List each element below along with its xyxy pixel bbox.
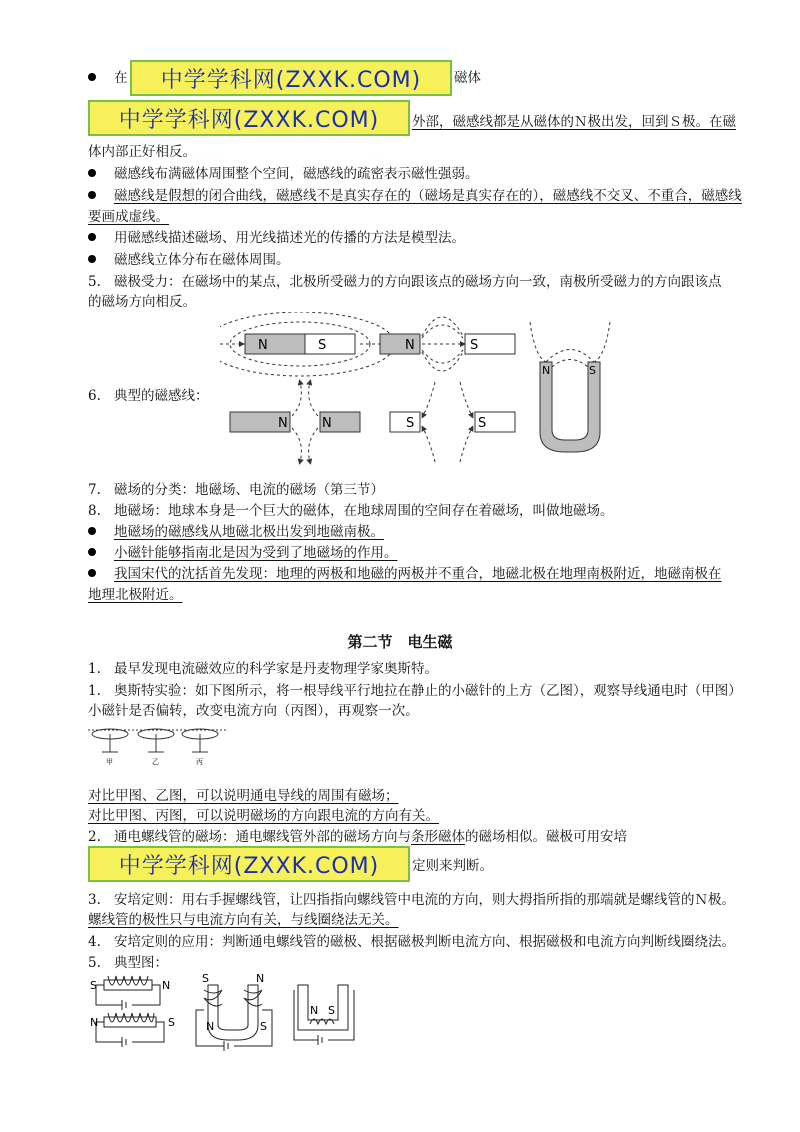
magnetic-field-lines-figure <box>220 312 640 474</box>
text-segment: 的磁场相似。磁极可用安培 <box>465 829 627 845</box>
text-line: 对比甲图、乙图，可以说明通电导线的周围有磁场； <box>88 788 399 804</box>
text-line: 地磁场：地球本身是一个巨大的磁体，在地球周围的空间存在着磁场，叫做地磁场。 <box>114 503 614 519</box>
solenoid-figures <box>88 970 428 1052</box>
item-number: 7. <box>88 482 101 498</box>
u-magnet-figure <box>530 322 610 452</box>
pole-label: S <box>168 1016 175 1029</box>
attracting-magnets-figure <box>380 317 515 371</box>
watermark-banner: 中学学科网(ZXXK.COM) <box>130 60 452 96</box>
text-line: 磁感线立体分布在磁体周围。 <box>114 252 290 268</box>
bullet <box>88 569 96 577</box>
text-line: 磁极受力：在磁场中的某点，北极所受磁力的方向跟该点的磁场方向一致，南极所受磁力的方向跟该点 <box>114 274 722 290</box>
text-line: 典型图： <box>114 955 168 971</box>
pole-label: S <box>202 972 209 985</box>
item-number: 3. <box>88 892 101 908</box>
item-number: 1. <box>88 683 101 699</box>
pole-label: N <box>278 416 288 431</box>
text-line: 用磁感线描述磁场、用光线描述光的传播的方法是模型法。 <box>114 230 465 246</box>
text-line: 要画成虚线。 <box>88 209 169 225</box>
bullet <box>88 191 96 199</box>
text-line: 小磁针是否偏转，改变电流方向（丙图），再观察一次。 <box>88 703 419 719</box>
item-number: 6. <box>88 388 101 404</box>
text-line: 小磁针能够指南北是因为受到了地磁场的作用。 <box>114 545 398 561</box>
text-line: 体内部正好相反。 <box>88 144 196 160</box>
pole-label: N <box>258 338 268 353</box>
bullet <box>88 233 96 241</box>
text-segment: 条形磁体 <box>411 829 465 845</box>
repelling-nn-figure <box>230 382 360 462</box>
pole-label: N <box>542 364 551 377</box>
text-line: 磁感线布满磁体周围整个空间，磁感线的疏密表示磁性强弱。 <box>114 166 479 182</box>
text-line: 磁感线是假想的闭合曲线，磁感线不是真实存在的（磁场是真实存在的），磁感线不交叉、不重合，磁感线 <box>114 188 742 204</box>
bullet <box>88 548 96 556</box>
bar-magnet-figure <box>220 312 395 376</box>
text-line <box>114 827 627 847</box>
pole-label: N <box>310 1004 319 1017</box>
text-line: 典型的磁感线： <box>114 388 209 404</box>
pole-label: N <box>405 338 415 353</box>
item-number: 1. <box>88 661 101 677</box>
text-line: 的磁场方向相反。 <box>88 294 196 310</box>
text-line: 在 <box>114 70 128 86</box>
text-line: 安培定则：用右手握螺线管，让四指指向螺线管中电流的方向，则大拇指所指的那端就是螺线管的Ｎ极。 <box>114 892 735 908</box>
item-number: 4. <box>88 934 101 950</box>
pole-label: N <box>162 979 171 992</box>
oersted-experiment-figure <box>88 722 228 768</box>
pole-label: S <box>406 416 415 431</box>
text-line: 定则来判断。 <box>412 858 493 874</box>
pole-label: N <box>256 972 265 985</box>
pole-label: N <box>90 1016 99 1029</box>
pole-label: S <box>328 1004 335 1017</box>
item-number: 2. <box>88 829 101 845</box>
text-line: 奥斯特实验：如下图所示，将一根导线平行地拉在静止的小磁针的上方（乙图），观察导线通电时（甲图） <box>114 683 742 699</box>
item-number: 8. <box>88 503 101 519</box>
pole-label: S <box>260 1020 267 1033</box>
bullet <box>88 73 96 81</box>
pole-label: S <box>318 338 327 353</box>
watermark-banner: 中学学科网(ZXXK.COM) <box>88 846 410 882</box>
pole-label: S <box>478 416 487 431</box>
pole-label: N <box>206 1020 215 1033</box>
figure-label: 乙 <box>152 758 159 766</box>
figure-label: 甲 <box>106 758 113 766</box>
text-line: 安培定则的应用：判断通电螺线管的磁极、根据磁极判断电流方向、根据磁极和电流方向判断线圈绕法。 <box>114 934 735 950</box>
solenoid-top-figure <box>96 976 160 1010</box>
u-core-figure <box>294 985 354 1045</box>
u-electromagnet-figure <box>196 985 272 1051</box>
pole-label: S <box>470 338 479 353</box>
text-line: 螺线管的极性只与电流方向有关，与线圈绕法无关。 <box>88 912 399 928</box>
text-segment: 通电螺线管的磁场：通电螺线管外部的磁场方向与 <box>114 829 411 845</box>
item-number: 5. <box>88 955 101 971</box>
repelling-ss-figure <box>390 382 515 462</box>
solenoid-bottom-figure <box>96 1013 164 1047</box>
text-line: 最早发现电流磁效应的科学家是丹麦物理学家奥斯特。 <box>114 661 438 677</box>
bullet <box>88 527 96 535</box>
text-line: 外部，磁感线都是从磁体的Ｎ极出发，回到Ｓ极。在磁 <box>412 114 736 130</box>
pole-label: S <box>589 364 596 377</box>
bullet <box>88 255 96 263</box>
text-line: 地磁场的磁感线从地磁北极出发到地磁南极。 <box>114 524 384 540</box>
bullet <box>88 169 96 177</box>
text-line: 磁场的分类：地磁场、电流的磁场（第三节） <box>114 482 384 498</box>
item-number: 5. <box>88 274 101 290</box>
figure-label: 丙 <box>196 758 203 766</box>
text-line: 地理北极附近。 <box>88 587 183 603</box>
text-line: 对比甲图、丙图，可以说明磁场的方向跟电流的方向有关。 <box>88 808 439 824</box>
pole-label: S <box>90 979 97 992</box>
text-line: 我国宋代的沈括首先发现：地理的两极和地磁的两极并不重合，地磁北极在地理南极附近，地磁南极在 <box>114 566 722 582</box>
watermark-banner: 中学学科网(ZXXK.COM) <box>88 100 410 136</box>
section-title: 第二节 电生磁 <box>347 633 453 651</box>
pole-label: N <box>322 416 332 431</box>
text-line: 磁体 <box>454 70 481 86</box>
